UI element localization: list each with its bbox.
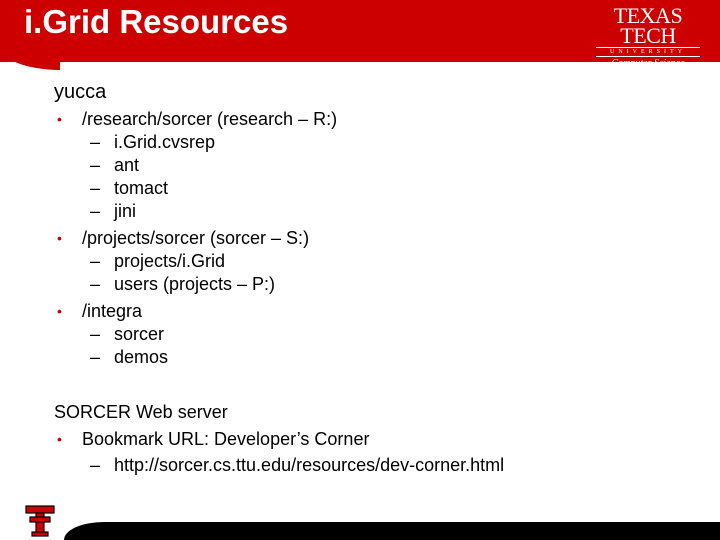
list-item: /integra	[82, 301, 143, 321]
sub-list-item: tomact	[114, 178, 169, 198]
url-link[interactable]: http://sorcer.cs.ttu.edu/resources/dev-corner.html	[114, 455, 505, 475]
list-item: Bookmark URL: Developer’s Corner	[82, 429, 370, 449]
section-heading-sorcer-web-server: SORCER Web server	[54, 402, 228, 422]
logo-sub-text: UNIVERSITY	[596, 47, 700, 57]
dash: –	[90, 132, 101, 152]
sub-list-item: sorcer	[114, 324, 165, 344]
list-item: /research/sorcer (research – R:)	[82, 109, 338, 129]
bullet-4: •	[57, 431, 62, 447]
dash: –	[90, 347, 101, 367]
dash: –	[90, 201, 101, 221]
dash: –	[90, 251, 101, 271]
footer-bar	[0, 520, 720, 540]
dash: –	[90, 324, 101, 344]
bullet-3: •	[57, 303, 62, 319]
sub-list-item: i.Grid.cvsrep	[114, 132, 216, 152]
footer-black-band	[64, 522, 720, 540]
bullet-2: •	[57, 230, 62, 246]
double-t-logo	[24, 504, 56, 538]
dash: –	[90, 178, 101, 198]
sub-list-item: users (projects – P:)	[114, 274, 276, 294]
sub-list-item: projects/i.Grid	[114, 251, 226, 271]
dash: –	[90, 155, 101, 175]
dash: –	[90, 274, 101, 294]
sub-list-item: jini	[114, 201, 137, 221]
sub-list-item: demos	[114, 347, 169, 367]
logo-main-text: TEXAS TECH	[613, 3, 683, 48]
list-item: /projects/sorcer (sorcer – S:)	[82, 228, 310, 248]
sub-list-item: ant	[114, 155, 140, 175]
slide-title: i.Grid Resources	[24, 3, 289, 40]
dash: –	[90, 455, 101, 475]
bullet-1: •	[57, 111, 62, 127]
section-heading-yucca: yucca	[54, 81, 107, 103]
logo-dept-text: Computer Science	[611, 58, 685, 69]
